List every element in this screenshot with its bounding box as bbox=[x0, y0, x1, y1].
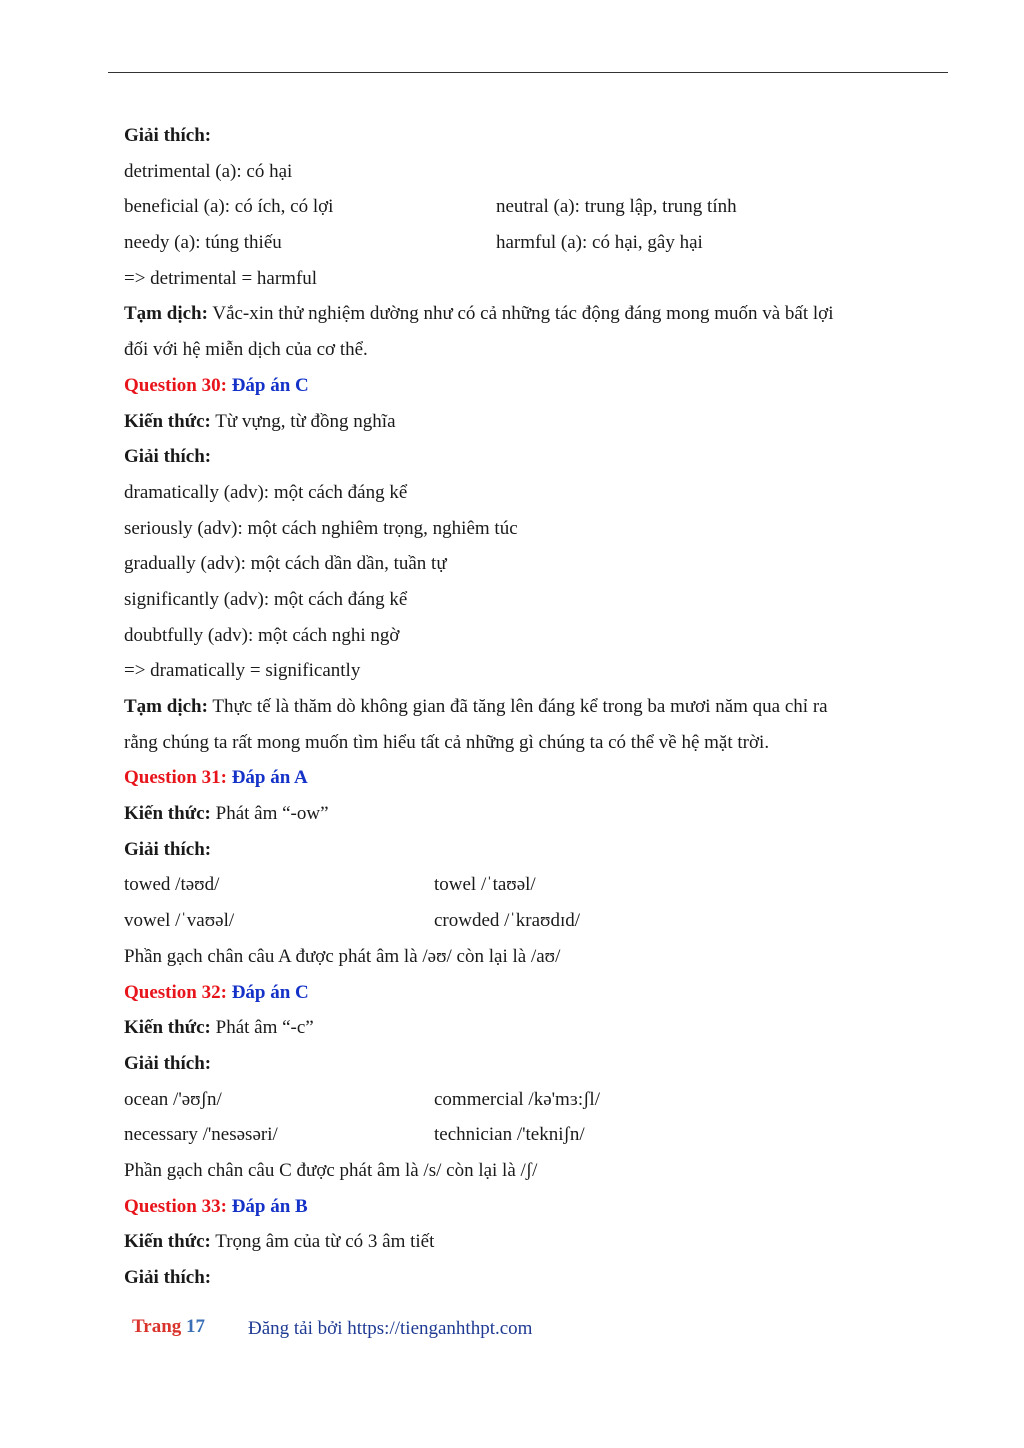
question-33-heading bbox=[124, 1189, 924, 1225]
conclusion-line: => dramatically = significantly bbox=[124, 660, 361, 682]
phonetic-option: ocean /'əʊʃn/ bbox=[124, 1088, 222, 1110]
translation-text: Vắc-xin thử nghiệm dường như có cả những tác động đáng mong muốn và bất lợi bbox=[207, 303, 834, 325]
knowledge-text: Trọng âm của từ có 3 âm tiết bbox=[210, 1231, 435, 1253]
knowledge-text: Phát âm “-c” bbox=[210, 1017, 314, 1039]
phonetic-option: vowel /ˈvaʊəl/ bbox=[124, 910, 235, 932]
translation-label: Tạm dịch: bbox=[124, 696, 208, 717]
question-32-heading bbox=[124, 975, 924, 1011]
question-number: Question 30: bbox=[124, 374, 232, 396]
vocab-line: gradually (adv): một cách dần dần, tuần tự bbox=[124, 553, 447, 575]
vocab-option: harmful (a): có hại, gây hại bbox=[496, 232, 703, 254]
knowledge-text: Từ vựng, từ đồng nghĩa bbox=[210, 410, 396, 432]
phonetic-option: necessary /'nesəsəri/ bbox=[124, 1124, 278, 1146]
explanation-heading: Giải thích: bbox=[124, 1052, 212, 1074]
vocab-option: beneficial (a): có ích, có lợi bbox=[124, 196, 334, 218]
vocab-option: neutral (a): trung lập, trung tính bbox=[496, 196, 737, 218]
question-30-heading bbox=[124, 368, 924, 404]
vocab-option: needy (a): túng thiếu bbox=[124, 232, 282, 254]
knowledge-label: Kiến thức: bbox=[124, 1231, 211, 1253]
phonetic-option: towed /təʊd/ bbox=[124, 874, 220, 896]
vocab-row bbox=[124, 189, 924, 225]
phonetic-option: towel /ˈtaʊəl/ bbox=[434, 874, 536, 896]
page-footer bbox=[132, 1316, 533, 1339]
answer-key: Đáp án A bbox=[231, 767, 308, 789]
question-31-heading bbox=[124, 760, 924, 796]
phonetic-option: technician /'tekniʃn/ bbox=[434, 1124, 585, 1146]
answer-key: Đáp án B bbox=[231, 1195, 308, 1217]
document-body bbox=[124, 118, 924, 1296]
knowledge-label: Kiến thức: bbox=[124, 1017, 211, 1039]
vocab-line: dramatically (adv): một cách đáng kể bbox=[124, 481, 408, 503]
knowledge-label: Kiến thức: bbox=[124, 410, 211, 432]
translation-label: Tạm dịch: bbox=[124, 303, 208, 325]
question-number: Question 31: bbox=[124, 767, 232, 789]
phonetic-option: commercial /kə'mɜ:ʃl/ bbox=[434, 1088, 600, 1110]
knowledge-line bbox=[124, 1010, 924, 1046]
explanation-heading: Giải thích: bbox=[124, 446, 212, 468]
phonetic-row bbox=[124, 1082, 924, 1118]
header-rule bbox=[108, 72, 948, 73]
knowledge-line bbox=[124, 404, 924, 440]
vocab-line: seriously (adv): một cách nghiêm trọng, nghiêm túc bbox=[124, 517, 518, 539]
vocab-row bbox=[124, 225, 924, 261]
phonetic-row bbox=[124, 903, 924, 939]
answer-key: Đáp án C bbox=[231, 981, 309, 1003]
vocab-line: significantly (adv): một cách đáng kể bbox=[124, 588, 408, 610]
question-number: Question 32: bbox=[124, 981, 232, 1003]
vocab-line: doubtfully (adv): một cách nghi ngờ bbox=[124, 624, 400, 646]
explanation-heading: Giải thích: bbox=[124, 838, 212, 860]
vocab-line: detrimental (a): có hại bbox=[124, 160, 293, 182]
explanation-heading: Giải thích: bbox=[124, 125, 212, 146]
phonetic-row bbox=[124, 1117, 924, 1153]
explanation-heading: Giải thích: bbox=[124, 1267, 212, 1288]
answer-key: Đáp án C bbox=[231, 374, 309, 396]
knowledge-line bbox=[124, 1224, 924, 1260]
page-number: 17 bbox=[186, 1316, 206, 1337]
translation-continuation: đối với hệ miễn dịch của cơ thể. bbox=[124, 339, 368, 361]
source-link[interactable]: Đăng tải bởi https://tienganhthpt.com bbox=[248, 1318, 533, 1339]
translation-line bbox=[124, 689, 924, 725]
knowledge-line bbox=[124, 796, 924, 832]
page-label: Trang bbox=[132, 1316, 187, 1337]
conclusion-line: Phần gạch chân câu C được phát âm là /s/ còn lại là /ʃ/ bbox=[124, 1159, 538, 1181]
translation-line bbox=[124, 296, 924, 332]
knowledge-text: Phát âm “-ow” bbox=[210, 803, 329, 825]
translation-text: Thực tế là thăm dò không gian đã tăng lên đáng kể trong ba mươi năm qua chỉ ra bbox=[207, 696, 828, 717]
question-number: Question 33: bbox=[124, 1195, 232, 1217]
knowledge-label: Kiến thức: bbox=[124, 803, 211, 825]
phonetic-option: crowded /ˈkraʊdɪd/ bbox=[434, 910, 581, 932]
conclusion-line: Phần gạch chân câu A được phát âm là /əʊ/ còn lại là /aʊ/ bbox=[124, 945, 561, 967]
conclusion-line: => detrimental = harmful bbox=[124, 267, 318, 289]
translation-continuation: rằng chúng ta rất mong muốn tìm hiểu tất cả những gì chúng ta có thể về hệ mặt trời. bbox=[124, 731, 770, 753]
phonetic-row bbox=[124, 867, 924, 903]
